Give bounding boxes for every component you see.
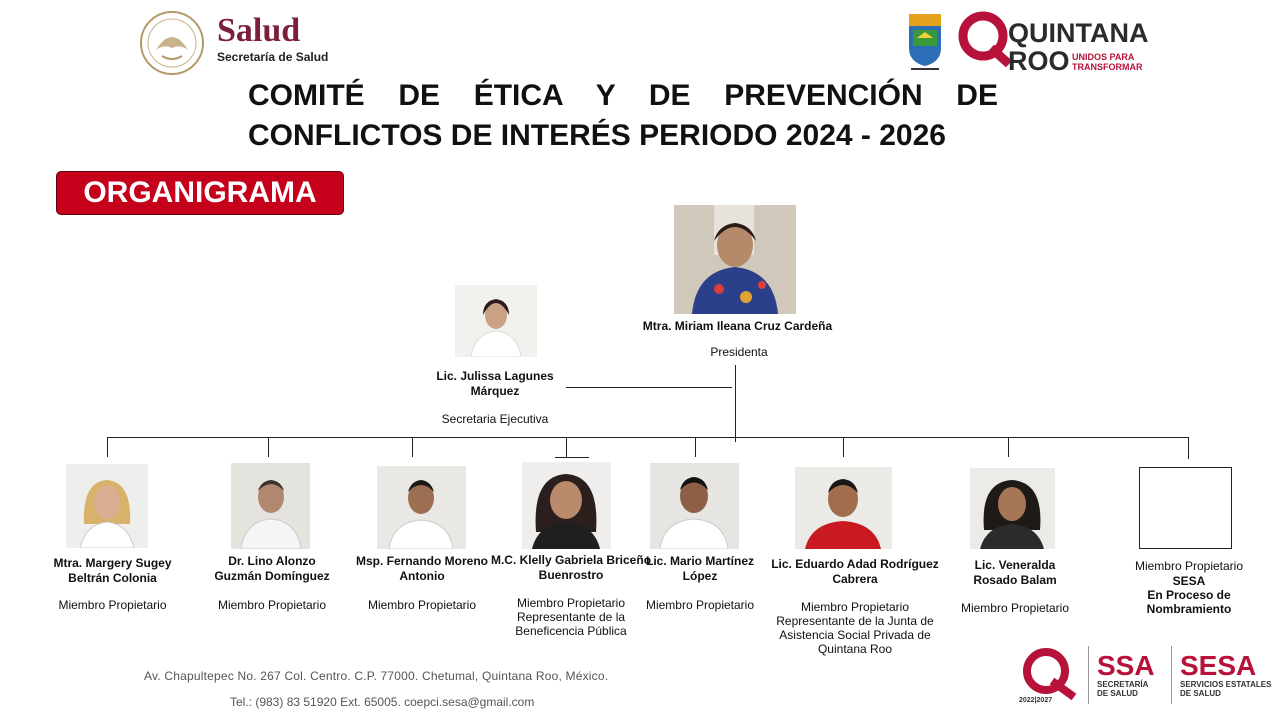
page-title-line-1: COMITÉ DE ÉTICA Y DE PREVENCIÓN DE <box>248 79 998 112</box>
ssa-subtitle-line-2: DE SALUD <box>1097 689 1138 698</box>
member-name-2 <box>197 554 347 584</box>
member-name-2-line-1: Dr. Lino Alonzo <box>228 554 316 568</box>
footer-contact: Tel.: (983) 83 51920 Ext. 65005. coepci.sesa@gmail.com <box>230 695 535 709</box>
member-photo-3 <box>377 466 466 549</box>
member-photo-5 <box>650 463 739 549</box>
president-name: Mtra. Miriam Ileana Cruz Cardeña <box>642 319 833 333</box>
member-name-3-line-2: Antonio <box>399 569 445 583</box>
secretary-role: Secretaria Ejecutiva <box>441 412 549 426</box>
member-name-6-line-2: Cabrera <box>832 572 878 586</box>
connector-drop-4 <box>566 437 567 457</box>
qroo-tagline <box>1072 52 1152 72</box>
connector-drop-2 <box>268 437 269 457</box>
member-name-1-line-1: Mtra. Margery Sugey <box>53 556 172 570</box>
member-photo-7 <box>970 468 1055 549</box>
member-name-7-line-2: Rosado Balam <box>973 573 1057 587</box>
quintana-word: QUINTANA <box>1008 18 1149 48</box>
connector-drop-6 <box>843 437 844 457</box>
member-role-6-line-2: Representante de la Junta de <box>776 614 934 628</box>
member-role-6-line-3: Asistencia Social Privada de <box>779 628 931 642</box>
member-name-1-line-2: Beltrán Colonia <box>68 571 157 585</box>
connector-members-horizontal <box>107 437 1189 438</box>
member-role-4-line-2: Representante de la <box>516 610 626 624</box>
footer-address: Av. Chapultepec No. 267 Col. Centro. C.P. 77000. Chetumal, Quintana Roo, México. <box>144 669 609 683</box>
president-role: Presidenta <box>710 345 768 359</box>
sesa-subtitle <box>1180 680 1271 698</box>
qroo-tagline-1: UNIDOS PARA <box>1072 52 1135 62</box>
secretary-name-line-2: Márquez <box>470 384 520 398</box>
member-role-1: Miembro Propietario <box>58 598 167 612</box>
salud-subtitle: Secretaría de Salud <box>217 50 329 64</box>
member-role-3: Miembro Propietario <box>367 598 477 612</box>
sesa-subtitle-line-2: DE SALUD <box>1180 689 1221 698</box>
member-photo-6 <box>795 467 892 549</box>
member-photo-2 <box>231 463 310 549</box>
member-name-4-line-1: M.C. Klelly Gabriela Briceño <box>490 553 652 567</box>
secretary-name-line-1: Lic. Julissa Lagunes <box>436 369 554 383</box>
ssa-subtitle <box>1097 680 1148 698</box>
footer-years: 2022|2027 <box>1019 697 1053 704</box>
member-name-4-line-2: Buenrostro <box>538 568 604 582</box>
member-role-2: Miembro Propietario <box>217 598 327 612</box>
member-role-6 <box>765 600 945 656</box>
member-name-8-line-2: En Proceso de <box>1147 588 1231 602</box>
member-photo-8-empty <box>1139 467 1232 549</box>
sesa-subtitle-line-1: SERVICIOS ESTATALES <box>1180 680 1272 689</box>
mexican-seal-icon <box>136 10 208 76</box>
member-role-4-line-1: Miembro Propietario <box>516 596 626 610</box>
member-name-2-line-2: Guzmán Domínguez <box>214 569 330 583</box>
member-role-4 <box>496 596 646 638</box>
ssa-subtitle-line-1: SECRETARÍA <box>1097 680 1149 689</box>
qroo-tagline-2: TRANSFORMAR <box>1072 62 1143 72</box>
member-photo-1 <box>66 464 148 548</box>
member-name-5 <box>625 554 775 584</box>
connector-president-vertical <box>735 365 736 442</box>
secretary-name <box>420 369 570 399</box>
president-photo <box>674 205 796 314</box>
member-role-6-line-1: Miembro Propietario <box>800 600 910 614</box>
connector-drop-7 <box>1008 437 1009 457</box>
member-name-1 <box>40 556 185 586</box>
member-role-5: Miembro Propietario <box>645 598 755 612</box>
member-role-6-line-4: Quintana Roo <box>817 642 893 656</box>
ssa-logo-text: SSA <box>1097 650 1155 681</box>
member-role-7: Miembro Propietario <box>960 601 1070 615</box>
member-role-8: Miembro Propietario <box>1134 559 1244 573</box>
connector-drop-5 <box>695 437 696 457</box>
connector-drop-8 <box>1188 437 1189 459</box>
member-role-4-line-3: Beneficencia Pública <box>515 624 627 638</box>
member-name-8-line-3: Nombramiento <box>1146 602 1232 616</box>
member-name-7 <box>940 558 1090 588</box>
member-name-8-line-1: SESA <box>1172 574 1206 588</box>
quintana-roo-shield-icon <box>905 8 945 72</box>
footer-divider-2 <box>1171 646 1172 704</box>
connector-drop-4-cap <box>555 457 589 458</box>
secretary-photo <box>455 285 537 357</box>
quintana-roo-footer-q-icon <box>1016 645 1080 705</box>
member-name-8 <box>1114 574 1264 616</box>
connector-secretary-horizontal <box>566 387 732 388</box>
member-name-3 <box>348 554 496 584</box>
page-title-line-2: CONFLICTOS DE INTERÉS PERIODO 2024 - 2026 <box>248 119 946 152</box>
connector-drop-3 <box>412 437 413 457</box>
organigrama-badge: ORGANIGRAMA <box>56 171 344 215</box>
member-name-6-line-1: Lic. Eduardo Adad Rodríguez <box>771 557 939 571</box>
roo-word: ROO <box>1008 46 1070 76</box>
salud-title: Salud <box>217 12 301 49</box>
member-name-6 <box>765 557 945 587</box>
member-name-5-line-1: Lic. Mario Martínez <box>645 554 755 568</box>
sesa-logo-text: SESA <box>1180 650 1257 681</box>
connector-drop-1 <box>107 437 108 457</box>
member-name-5-line-2: López <box>682 569 718 583</box>
member-name-3-line-1: Msp. Fernando Moreno <box>356 554 488 568</box>
member-name-7-line-1: Lic. Veneralda <box>974 558 1056 572</box>
footer-divider-1 <box>1088 646 1089 704</box>
member-photo-4 <box>522 462 611 549</box>
